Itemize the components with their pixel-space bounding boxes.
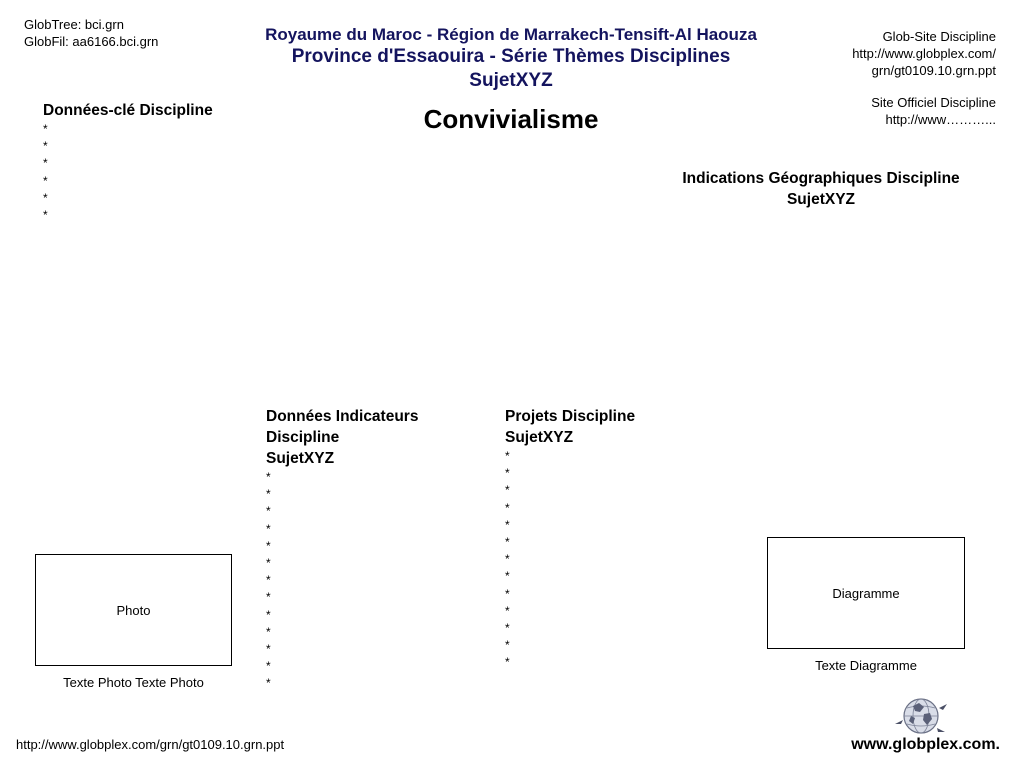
- list-item: *: [505, 586, 510, 601]
- list-item: *: [505, 500, 510, 515]
- list-item: *: [266, 521, 271, 536]
- site-links: [852, 28, 996, 128]
- list-item: *: [505, 535, 510, 550]
- indicators-list: [266, 469, 418, 693]
- official-site-label: Site Officiel Discipline: [871, 95, 996, 110]
- list-item: *: [43, 208, 48, 223]
- list-item: *: [43, 190, 48, 205]
- list-item: *: [266, 538, 271, 553]
- key-data-heading: Données-clé Discipline: [43, 102, 213, 119]
- header-subject: SujetXYZ: [469, 70, 553, 91]
- page-title: Convivialisme: [423, 104, 599, 134]
- photo-label: Photo: [116, 602, 151, 618]
- list-item: *: [505, 655, 510, 670]
- list-item: *: [266, 607, 271, 622]
- glob-tree-info: [24, 16, 158, 50]
- list-item: *: [266, 504, 271, 519]
- list-item: *: [505, 638, 510, 653]
- glob-site-url-1[interactable]: http://www.globplex.com/: [852, 46, 996, 61]
- list-item: *: [505, 569, 510, 584]
- header-province: Province d'Essaouira - Série Thèmes Disciplines: [291, 46, 731, 67]
- indicators-section: [266, 406, 418, 693]
- list-item: *: [266, 676, 271, 691]
- list-item: *: [43, 139, 48, 154]
- list-item: *: [266, 624, 271, 639]
- projects-heading: Projets Discipline: [505, 408, 636, 425]
- projects-list: [505, 448, 635, 672]
- projects-section: [505, 406, 635, 672]
- header-region: Royaume du Maroc - Région de Marrakech-Tensift-Al Haouza: [265, 25, 757, 44]
- official-site-url[interactable]: http://www………...: [885, 112, 996, 127]
- list-item: *: [266, 487, 271, 502]
- list-item: *: [505, 517, 510, 532]
- key-data-list: [43, 121, 213, 224]
- page-header: [205, 24, 817, 93]
- diagram-caption: Texte Diagramme: [815, 658, 917, 673]
- list-item: *: [266, 556, 271, 571]
- indicators-subject: SujetXYZ: [266, 450, 335, 467]
- geo-heading: Indications Géographiques Discipline: [682, 170, 960, 187]
- footer-site-link[interactable]: www.globplex.com.: [851, 736, 1000, 753]
- glob-fil-label: GlobFil: aa6166.bci.grn: [24, 34, 159, 49]
- glob-tree-label: GlobTree: bci.grn: [24, 17, 124, 32]
- photo-caption: Texte Photo Texte Photo: [63, 675, 204, 690]
- list-item: *: [43, 122, 48, 136]
- diagram-label: Diagramme: [832, 586, 900, 601]
- list-item: *: [505, 552, 510, 567]
- list-item: *: [266, 659, 271, 674]
- geo-subject: SujetXYZ: [786, 191, 856, 208]
- footer-url[interactable]: http://www.globplex.com/grn/gt0109.10.grn.ppt: [16, 737, 285, 752]
- geo-section: [660, 168, 982, 210]
- diagram-placeholder: [767, 537, 965, 649]
- list-item: *: [43, 173, 48, 188]
- list-item: *: [505, 603, 510, 618]
- globe-icon: [893, 694, 949, 738]
- list-item: *: [505, 483, 510, 498]
- list-item: *: [43, 156, 48, 171]
- projects-subject: SujetXYZ: [505, 429, 574, 446]
- list-item: *: [266, 590, 271, 605]
- indicators-heading-1: Données Indicateurs: [266, 408, 419, 425]
- list-item: *: [266, 573, 271, 588]
- photo-placeholder: [35, 554, 232, 666]
- glob-site-url-2[interactable]: grn/gt0109.10.grn.ppt: [871, 63, 996, 78]
- list-item: *: [505, 466, 510, 481]
- key-data-section: [43, 100, 213, 224]
- glob-site-label: Glob-Site Discipline: [882, 29, 996, 44]
- list-item: *: [505, 449, 510, 463]
- list-item: *: [266, 642, 271, 657]
- list-item: *: [505, 621, 510, 636]
- indicators-heading-2: Discipline: [266, 429, 340, 446]
- list-item: *: [266, 470, 271, 484]
